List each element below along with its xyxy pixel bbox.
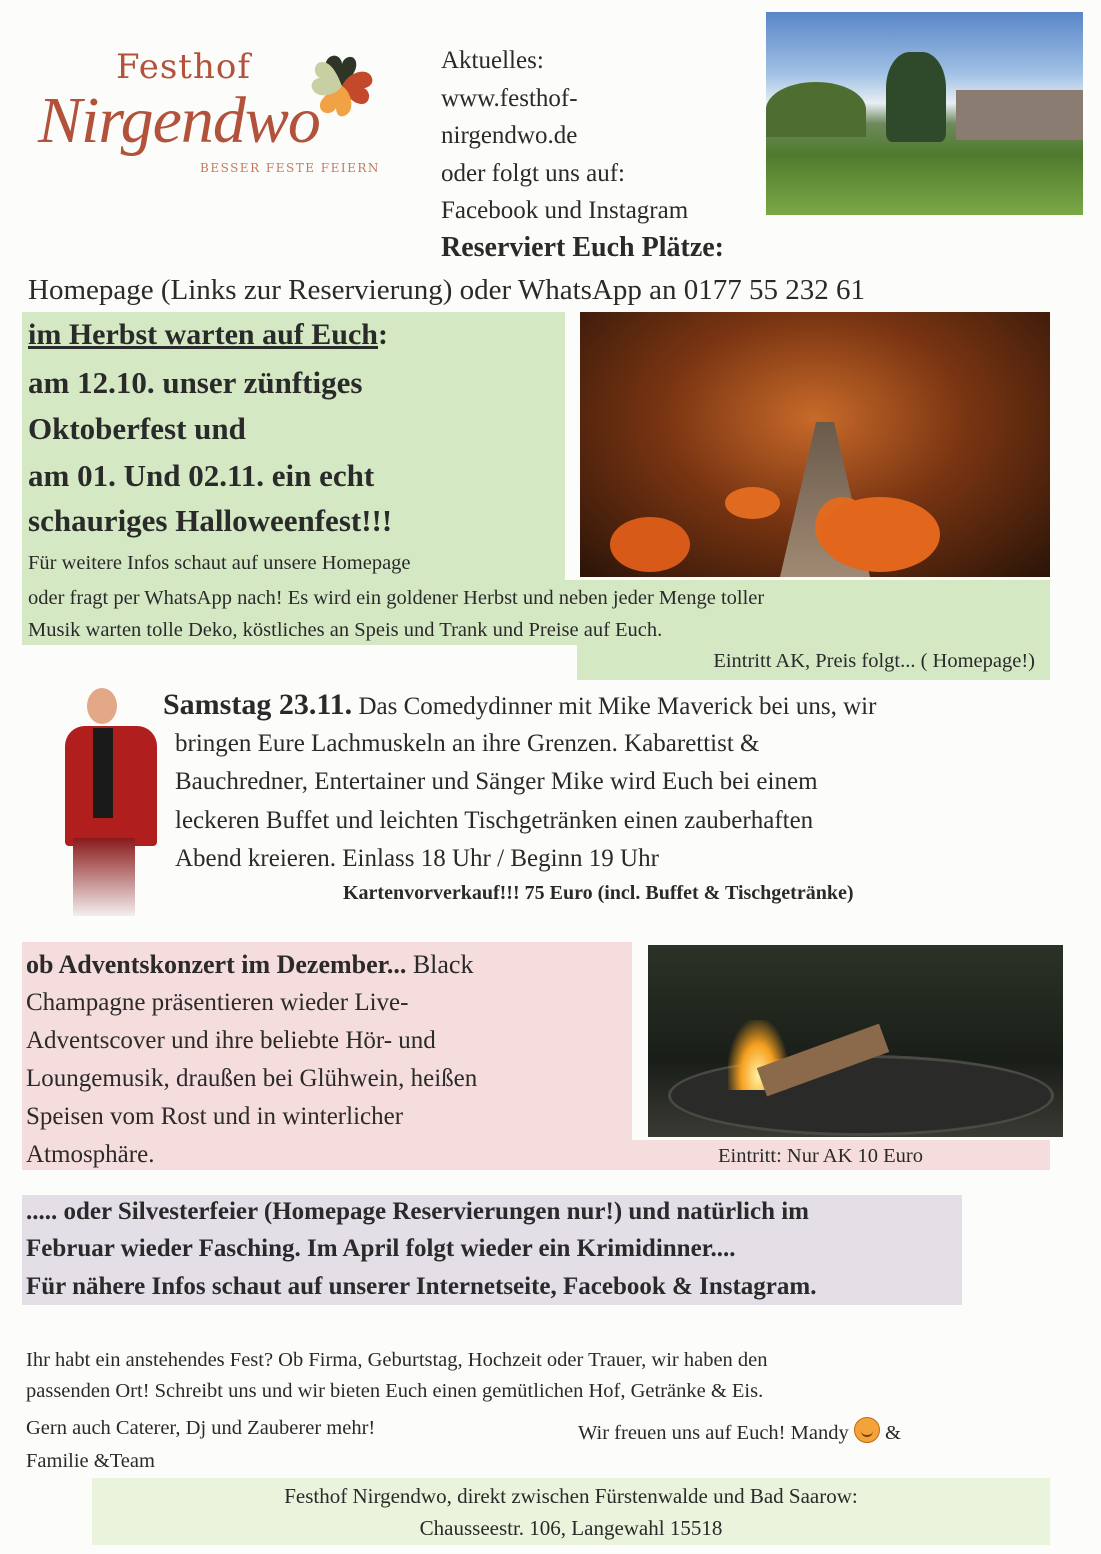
advent-heading: ob Adventskonzert im Dezember... [26, 950, 407, 979]
comedy-tickets: Kartenvorverkauf!!! 75 Euro (incl. Buffet & Tischgetränke) [343, 882, 854, 904]
aktuelles-line: oder folgt uns auf: [441, 159, 625, 187]
aktuelles-block [441, 42, 688, 230]
herbst-line: am 12.10. unser zünftiges [28, 365, 363, 400]
comedy-text: Das Comedydinner mit Mike Maverick bei uns, wir [352, 693, 877, 720]
logo-tagline: BESSER FESTE FEIERN [200, 161, 380, 175]
website-link[interactable]: www.festhof- [441, 84, 578, 112]
more-line: Februar wieder Fasching. Im April folgt wieder ein Krimidinner.... [26, 1235, 736, 1262]
reserve-heading: Reserviert Euch Plätze: [441, 232, 724, 263]
advent-line: Adventscover und ihre beliebte Hör- und [26, 1027, 436, 1054]
comedy-line: bringen Eure Lachmuskeln an ihre Grenzen. Kabarettist & [175, 730, 760, 757]
advent-line: Loungemusik, draußen bei Glühwein, heißen [26, 1065, 478, 1092]
footer-line: Chausseestr. 106, Langewahl 15518 [419, 1516, 723, 1541]
advent-line: Atmosphäre. [26, 1141, 155, 1168]
logo-nirgendwo: Nirgendwo [38, 84, 320, 157]
logo-festhof: Festhof [116, 47, 251, 87]
advent-text: Black [406, 950, 474, 979]
advent-line [26, 950, 473, 980]
herbst-heading [28, 318, 388, 353]
herbst-info: oder fragt per WhatsApp nach! Es wird ein goldener Herbst und neben jeder Menge toller [28, 587, 765, 609]
more-line: ..... oder Silvesterfeier (Homepage Reservierungen nur!) und natürlich im [26, 1198, 810, 1225]
closing-text: Gern auch Caterer, Dj und Zauberer mehr! [26, 1417, 376, 1439]
advent-entry: Eintritt: Nur AK 10 Euro [718, 1145, 923, 1167]
herbst-heading-text: im Herbst warten auf Euch [28, 318, 378, 351]
comedy-line: Abend kreieren. Einlass 18 Uhr / Beginn 19 Uhr [175, 845, 659, 872]
herbst-info: Musik warten tolle Deko, köstliches an Speis und Trank und Preise auf Euch. [28, 619, 663, 641]
herbst-line: schauriges Halloweenfest!!! [28, 503, 393, 538]
comedy-line: leckeren Buffet und leichten Tischgetränken einen zauberhaften [175, 807, 814, 834]
closing-text: Wir freuen uns auf Euch! Mandy [578, 1422, 849, 1444]
herbst-bg [22, 312, 565, 582]
closing-signature: Familie &Team [26, 1450, 155, 1472]
closing-line: passenden Ort! Schreibt uns und wir bieten Euch einen gemütlichen Hof, Getränke & Eis. [26, 1380, 764, 1402]
footer-line: Festhof Nirgendwo, direkt zwischen Fürstenwalde und Bad Saarow: [284, 1484, 858, 1508]
advent-line: Champagne präsentieren wieder Live- [26, 989, 409, 1016]
aktuelles-line: Aktuelles: [441, 47, 544, 74]
herbst-line: am 01. Und 02.11. ein echt [28, 458, 375, 493]
closing-line [26, 1417, 375, 1441]
courtyard-photo [766, 12, 1083, 215]
smiling-face-icon [854, 1417, 880, 1443]
herbst-entry: Eintritt AK, Preis folgt... ( Homepage!) [713, 650, 1035, 672]
comedy-line [163, 688, 876, 723]
fire-pit-photo [648, 945, 1063, 1137]
closing-line [578, 1417, 901, 1446]
website-link[interactable]: nirgendwo.de [441, 122, 578, 149]
herbst-heading-colon: : [377, 318, 388, 351]
herbst-line: Oktoberfest und [28, 411, 246, 446]
festhof-logo [38, 47, 388, 195]
singer-photo [45, 688, 163, 916]
advent-line: Speisen vom Rost und in winterlicher [26, 1103, 404, 1130]
halloween-photo [580, 312, 1050, 577]
more-line: Für nähere Infos schaut auf unserer Internetseite, Facebook & Instagram. [26, 1273, 817, 1300]
closing-line: Ihr habt ein anstehendes Fest? Ob Firma, Geburtstag, Hochzeit oder Trauer, wir haben den [26, 1349, 768, 1371]
comedy-date: Samstag 23.11. [163, 688, 353, 721]
reserve-text: Homepage (Links zur Reservierung) oder WhatsApp an 0177 55 232 61 [28, 274, 866, 306]
footer-address [92, 1478, 1050, 1545]
social-links: Facebook und Instagram [441, 197, 689, 224]
herbst-info: Für weitere Infos schaut auf unsere Homepage [28, 552, 411, 574]
closing-text: & [884, 1422, 901, 1444]
comedy-line: Bauchredner, Entertainer und Sänger Mike wird Euch bei einem [175, 768, 818, 795]
